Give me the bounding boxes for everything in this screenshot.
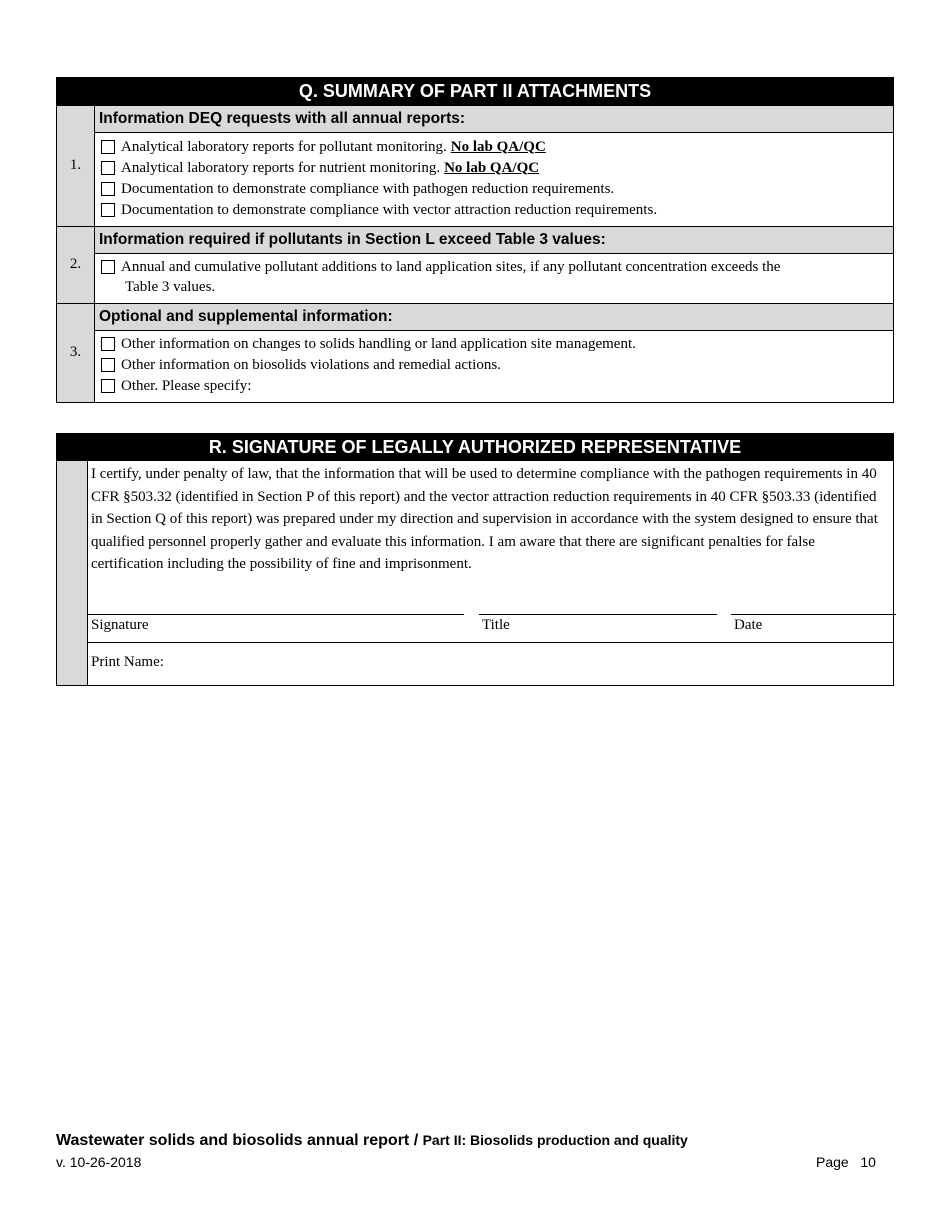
print-name-label: Print Name: bbox=[91, 654, 164, 670]
row-heading: Optional and supplemental information: bbox=[95, 304, 893, 331]
section-q-title: Q. SUMMARY OF PART II ATTACHMENTS bbox=[57, 78, 893, 105]
footer-report-title: Wastewater solids and biosolids annual report / Part II: Biosolids production and quality bbox=[56, 1132, 688, 1149]
footer-part: Part II: Biosolids production and quality bbox=[422, 1132, 688, 1148]
attachment-item bbox=[99, 258, 893, 297]
row-number: 3. bbox=[57, 304, 95, 403]
solids-handling-checkbox[interactable] bbox=[101, 337, 115, 351]
section-r-gutter bbox=[57, 461, 88, 685]
row-heading: Information DEQ requests with all annual reports: bbox=[95, 106, 893, 133]
item-label: Other information on biosolids violations and remedial actions. bbox=[121, 357, 501, 373]
other-checkbox[interactable] bbox=[101, 379, 115, 393]
date-label: Date bbox=[734, 617, 763, 633]
page-label: Page bbox=[816, 1154, 849, 1170]
attachment-item bbox=[99, 356, 893, 376]
section-r bbox=[56, 433, 894, 686]
attachment-item bbox=[99, 180, 893, 200]
row-heading: Information required if pollutants in Section L exceed Table 3 values: bbox=[95, 227, 893, 254]
violations-checkbox[interactable] bbox=[101, 358, 115, 372]
attachment-row-1 bbox=[57, 105, 893, 226]
pollutant-reports-checkbox[interactable] bbox=[101, 140, 115, 154]
item-label: Other information on changes to solids handling or land application site management. bbox=[121, 336, 636, 352]
item-label: Documentation to demonstrate compliance with vector attraction reduction requirements. bbox=[121, 201, 658, 218]
signature-row bbox=[88, 614, 893, 643]
certification-statement: I certify, under penalty of law, that the information that will be used to determine compliance with the pathogen requirements in 40 CFR §503.32 (identified in Section P of this report) and the vector attraction reduction requirements in 40 CFR §503.33 (identified in Section Q of this report) was prepared under my direction and supervision in accordance with the system designed to ensure that qualified personnel properly gather and evaluate this information. I am aware that there are significant penalties for false certification including the possibility of fine and imprisonment. bbox=[91, 466, 878, 572]
row-number: 2. bbox=[57, 227, 95, 303]
attachment-row-3 bbox=[57, 303, 893, 403]
no-lab-qaqc-note: No lab QA/QC bbox=[450, 138, 546, 155]
footer-page bbox=[816, 1154, 876, 1170]
pathogen-docs-checkbox[interactable] bbox=[101, 182, 115, 196]
attachment-item bbox=[99, 201, 893, 221]
item-label: Annual and cumulative pollutant additions to land application sites, if any pollutant concentration exceeds the Table 3 values. bbox=[121, 259, 781, 295]
attachment-item bbox=[99, 138, 893, 158]
item-label: Analytical laboratory reports for nutrient monitoring. No lab QA/QC bbox=[121, 159, 540, 176]
row-number: 1. bbox=[57, 106, 95, 226]
section-q bbox=[56, 77, 894, 403]
signature-label: Signature bbox=[91, 617, 149, 633]
nutrient-reports-checkbox[interactable] bbox=[101, 161, 115, 175]
attachment-item bbox=[99, 159, 893, 179]
title-label: Title bbox=[482, 617, 510, 633]
attachment-item bbox=[99, 335, 893, 355]
page-number: 10 bbox=[860, 1154, 876, 1170]
attachment-item bbox=[99, 377, 893, 397]
date-line[interactable] bbox=[731, 614, 896, 615]
footer-version: v. 10-26-2018 bbox=[56, 1154, 142, 1170]
no-lab-qaqc-note: No lab QA/QC bbox=[444, 159, 540, 176]
section-r-title: R. SIGNATURE OF LEGALLY AUTHORIZED REPRESENTATIVE bbox=[57, 434, 893, 461]
vector-docs-checkbox[interactable] bbox=[101, 203, 115, 217]
signature-line[interactable] bbox=[88, 614, 464, 615]
item-label: Documentation to demonstrate compliance with pathogen reduction requirements. bbox=[121, 180, 615, 197]
title-line[interactable] bbox=[479, 614, 717, 615]
item-label: Other. Please specify: bbox=[121, 378, 252, 394]
item-label: Analytical laboratory reports for pollutant monitoring. No lab QA/QC bbox=[121, 138, 546, 155]
attachment-row-2 bbox=[57, 226, 893, 303]
print-name-field[interactable] bbox=[88, 643, 893, 685]
pollutant-additions-checkbox[interactable] bbox=[101, 260, 115, 274]
